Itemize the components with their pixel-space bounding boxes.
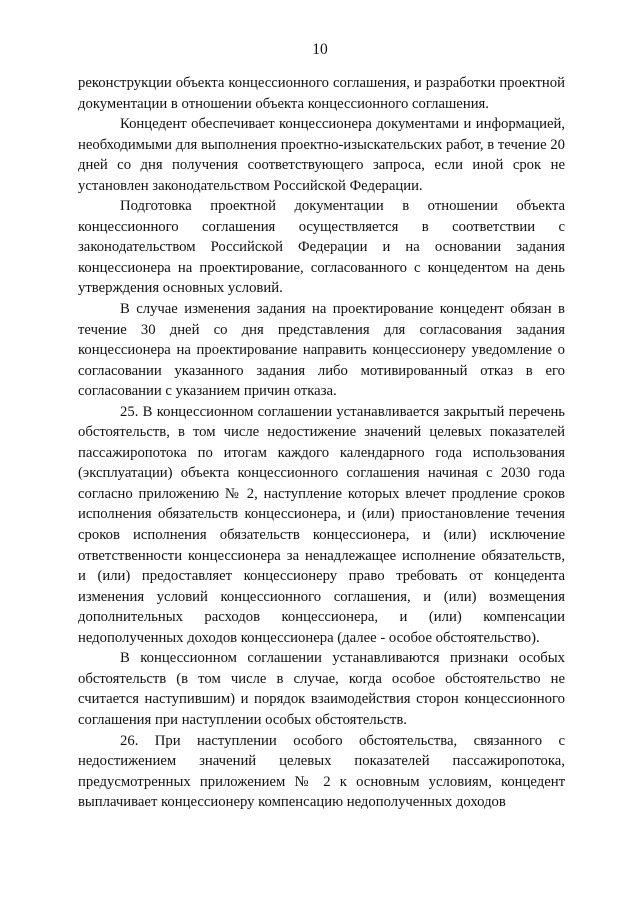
paragraph-clause-26: 26. При наступлении особого обстоятельства, связанного с недостижением значений целевых показателей пассажиропотока, предусмотренных приложением № 2 к основным условиям, концедент выплачивает концессионеру компенсацию недополученных доходов [78,732,565,811]
document-body [78,73,565,813]
paragraph-project-documentation: Подготовка проектной документации в отношении объекта концессионного соглашения осуществляется в соответствии с законодательством Российской Федерации и на основании задания концессионера на проектирование, согласованного с концедентом на день утверждения основных условий. [78,198,565,297]
page-number: 10 [312,41,328,58]
paragraph-clause-25: 25. В концессионном соглашении устанавливается закрытый перечень обстоятельств, в том числе недостижение значений целевых показателей пассажиропотока по итогам каждого календарного года использования (эксплуатации) объекта концессионного соглашения начиная с 2030 года согласно приложению № 2, наступление которых влечет продление сроков исполнения обязательств концессионера, и (или) приостановление течения сроков исполнения обязательств концессионера, и (или) исключение ответственности концессионера за ненадлежащее исполнение обязательств, и (или) предоставляет концессионеру право требовать от концедента изменения условий концессионного соглашения, и (или) возмещения дополнительных расходов концессионера, и (или) компенсации недополученных доходов концессионера (далее - особое обстоятельство). [78,403,565,646]
paragraph-design-assignment-change: В случае изменения задания на проектирование концедент обязан в течение 30 дней со дня представления для согласования задания концессионера на проектирование направить концессионеру уведомление о согласовании указанного задания либо мотивированный отказ в его согласовании с указанием причин отказа. [78,301,565,400]
paragraph-special-circumstances-signs: В концессионном соглашении устанавливаются признаки особых обстоятельств (в том числе в случае, когда особое обстоятельство не считается наступившим) и порядок взаимодействия сторон концессионного соглашения при наступлении особых обстоятельств. [78,650,565,728]
paragraph-continuation: реконструкции объекта концессионного соглашения, и разработки проектной документации в отношении объекта концессионного соглашения. [78,75,565,112]
paragraph-concedent-provides-documents: Концедент обеспечивает концессионера документами и информацией, необходимыми для выполнения проектно-изыскательских работ, в течение 20 дней со дня получения соответствующего запроса, если иной срок не установлен законодательством Российской Федерации. [78,116,565,194]
